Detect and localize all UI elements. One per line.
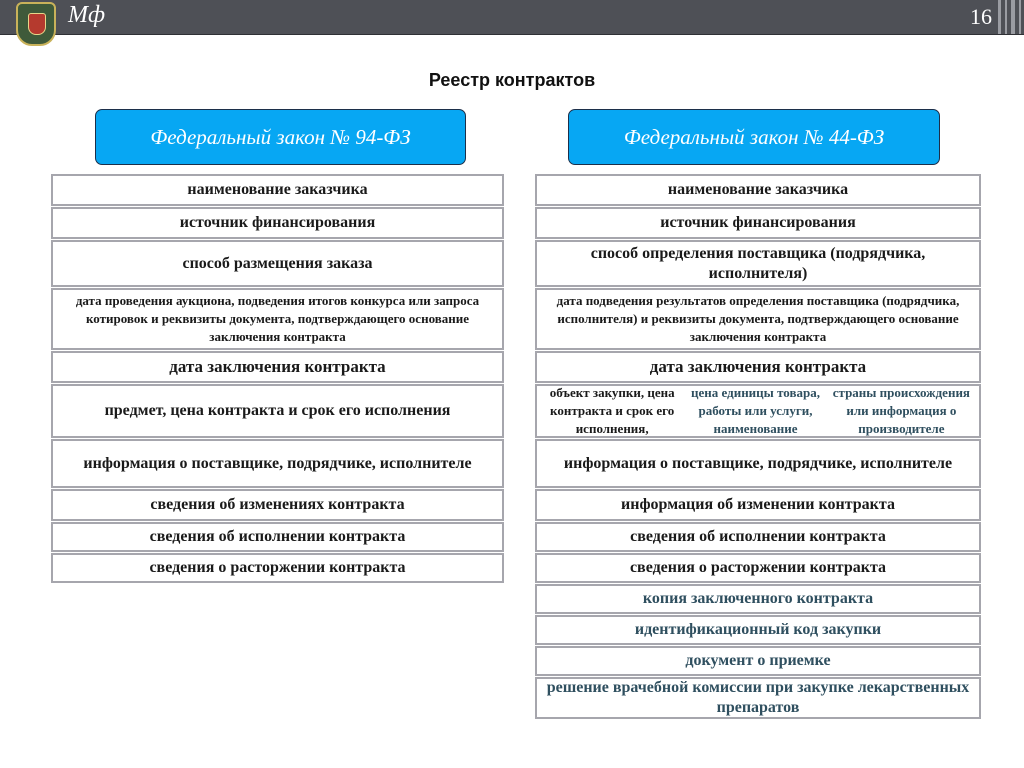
logo-text: Мф	[68, 2, 106, 28]
right-item-contract-change-info: информация об изменении контракта	[535, 489, 981, 521]
law-94-fz-heading: Федеральный закон № 94-ФЗ	[95, 109, 466, 165]
right-item-contract-termination: сведения о расторжении контракта	[535, 553, 981, 583]
left-item-supplier-info: информация о поставщике, подрядчике, исполнителе	[51, 439, 504, 488]
left-item-subject-price-term: предмет, цена контракта и срок его исполнения	[51, 384, 504, 438]
left-item-contract-execution: сведения об исполнении контракта	[51, 522, 504, 552]
right-item-supplier-determination-method: способ определения поставщика (подрядчика, исполнителя)	[535, 240, 981, 287]
right-item-supplier-info: информация о поставщике, подрядчике, исполнителе	[535, 439, 981, 488]
law-44-fz-heading: Федеральный закон № 44-ФЗ	[568, 109, 940, 165]
decorative-stripes	[996, 0, 1024, 34]
object-line-2: цена единицы товара, работы или услуги, наименование	[691, 385, 820, 436]
object-line-1: объект закупки, цена контракта и срок его исполнения,	[549, 385, 675, 436]
right-item-procurement-id-code: идентификационный код закупки	[535, 615, 981, 645]
right-item-results-date-details: дата подведения результатов определения поставщика (подрядчика, исполнителя) и реквизиты документа, подтверждающего основание заключения контракта	[535, 288, 981, 350]
right-item-contract-copy: копия заключенного контракта	[535, 584, 981, 614]
right-item-acceptance-document: документ о приемке	[535, 646, 981, 676]
object-line-3: страны происхождения или информация о производителе	[832, 385, 970, 436]
left-item-contract-changes: сведения об изменениях контракта	[51, 489, 504, 521]
right-item-customer-name: наименование заказчика	[535, 174, 981, 206]
right-item-procurement-object	[535, 384, 981, 438]
left-item-funding-source: источник финансирования	[51, 207, 504, 239]
left-item-contract-date: дата заключения контракта	[51, 351, 504, 383]
right-item-contract-execution: сведения об исполнении контракта	[535, 522, 981, 552]
right-item-medical-commission-decision: решение врачебной комиссии при закупке лекарственных препаратов	[535, 677, 981, 719]
page-title: Реестр контрактов	[428, 70, 596, 90]
left-item-contract-termination: сведения о расторжении контракта	[51, 553, 504, 583]
left-item-order-placement-method: способ размещения заказа	[51, 240, 504, 287]
top-bar	[0, 0, 1024, 35]
emblem-icon	[16, 2, 56, 46]
right-item-contract-date: дата заключения контракта	[535, 351, 981, 383]
left-item-auction-date-details: дата проведения аукциона, подведения итогов конкурса или запроса котировок и реквизиты документа, подтверждающего основание заключения контракта	[51, 288, 504, 350]
slide-number: 16	[970, 4, 992, 29]
right-item-funding-source: источник финансирования	[535, 207, 981, 239]
left-item-customer-name: наименование заказчика	[51, 174, 504, 206]
